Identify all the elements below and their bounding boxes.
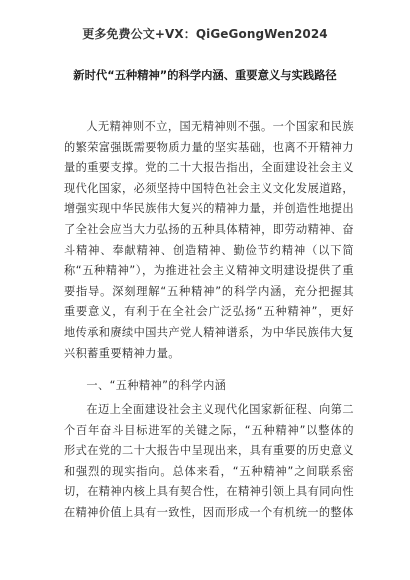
watermark-header: 更多免费公文+VX：QiGeGongWen2024 bbox=[82, 27, 328, 41]
body-paragraph-2: 在迈上全面建设社会主义现代化国家新征程、向第二个百年奋斗目标进军的关键之际，“五种精神”以整体的形式在党的二十大报告中呈现出来，具有重要的历史意义和强烈的现实指向。总体来看，“五种精神”之间联系密切，在精神内核上具有契合性，在精神引领上具有同向性在精神价值上具有一致性，因而形成一个有机统一的整体 bbox=[64, 403, 354, 519]
section-heading-1: 一、“五种精神”的科学内涵 bbox=[86, 379, 227, 392]
body-paragraph-1: 人无精神则不立，国无精神则不强。一个国家和民族的繁荣富强既需要物质力量的坚实基础，也离不开精神力量的重要支撑。党的二十大报告指出，全面建设社会主义现代化国家，必须坚持中国特色社会主义文化发展道路，增强实现中华民族伟大复兴的精神力量，并创造性地提出了全社会应当大力弘扬的五种具体精神，即劳动精神、奋斗精神、奉献精神、创造精神、勤俭节约精神（以下简称“五种精神”），为推进社会主义精神文明建设提供了重要指导。深刻理解“五种精神”的科学内涵，充分把握其重要意义，有利于在全社会广泛弘扬“五种精神”，更好地传承和赓续中国共产党人精神谱系，为中华民族伟大复兴积蓄重要精神力量。 bbox=[64, 120, 354, 360]
document-title: 新时代“五种精神”的科学内涵、重要意义与实践路径 bbox=[73, 69, 337, 82]
